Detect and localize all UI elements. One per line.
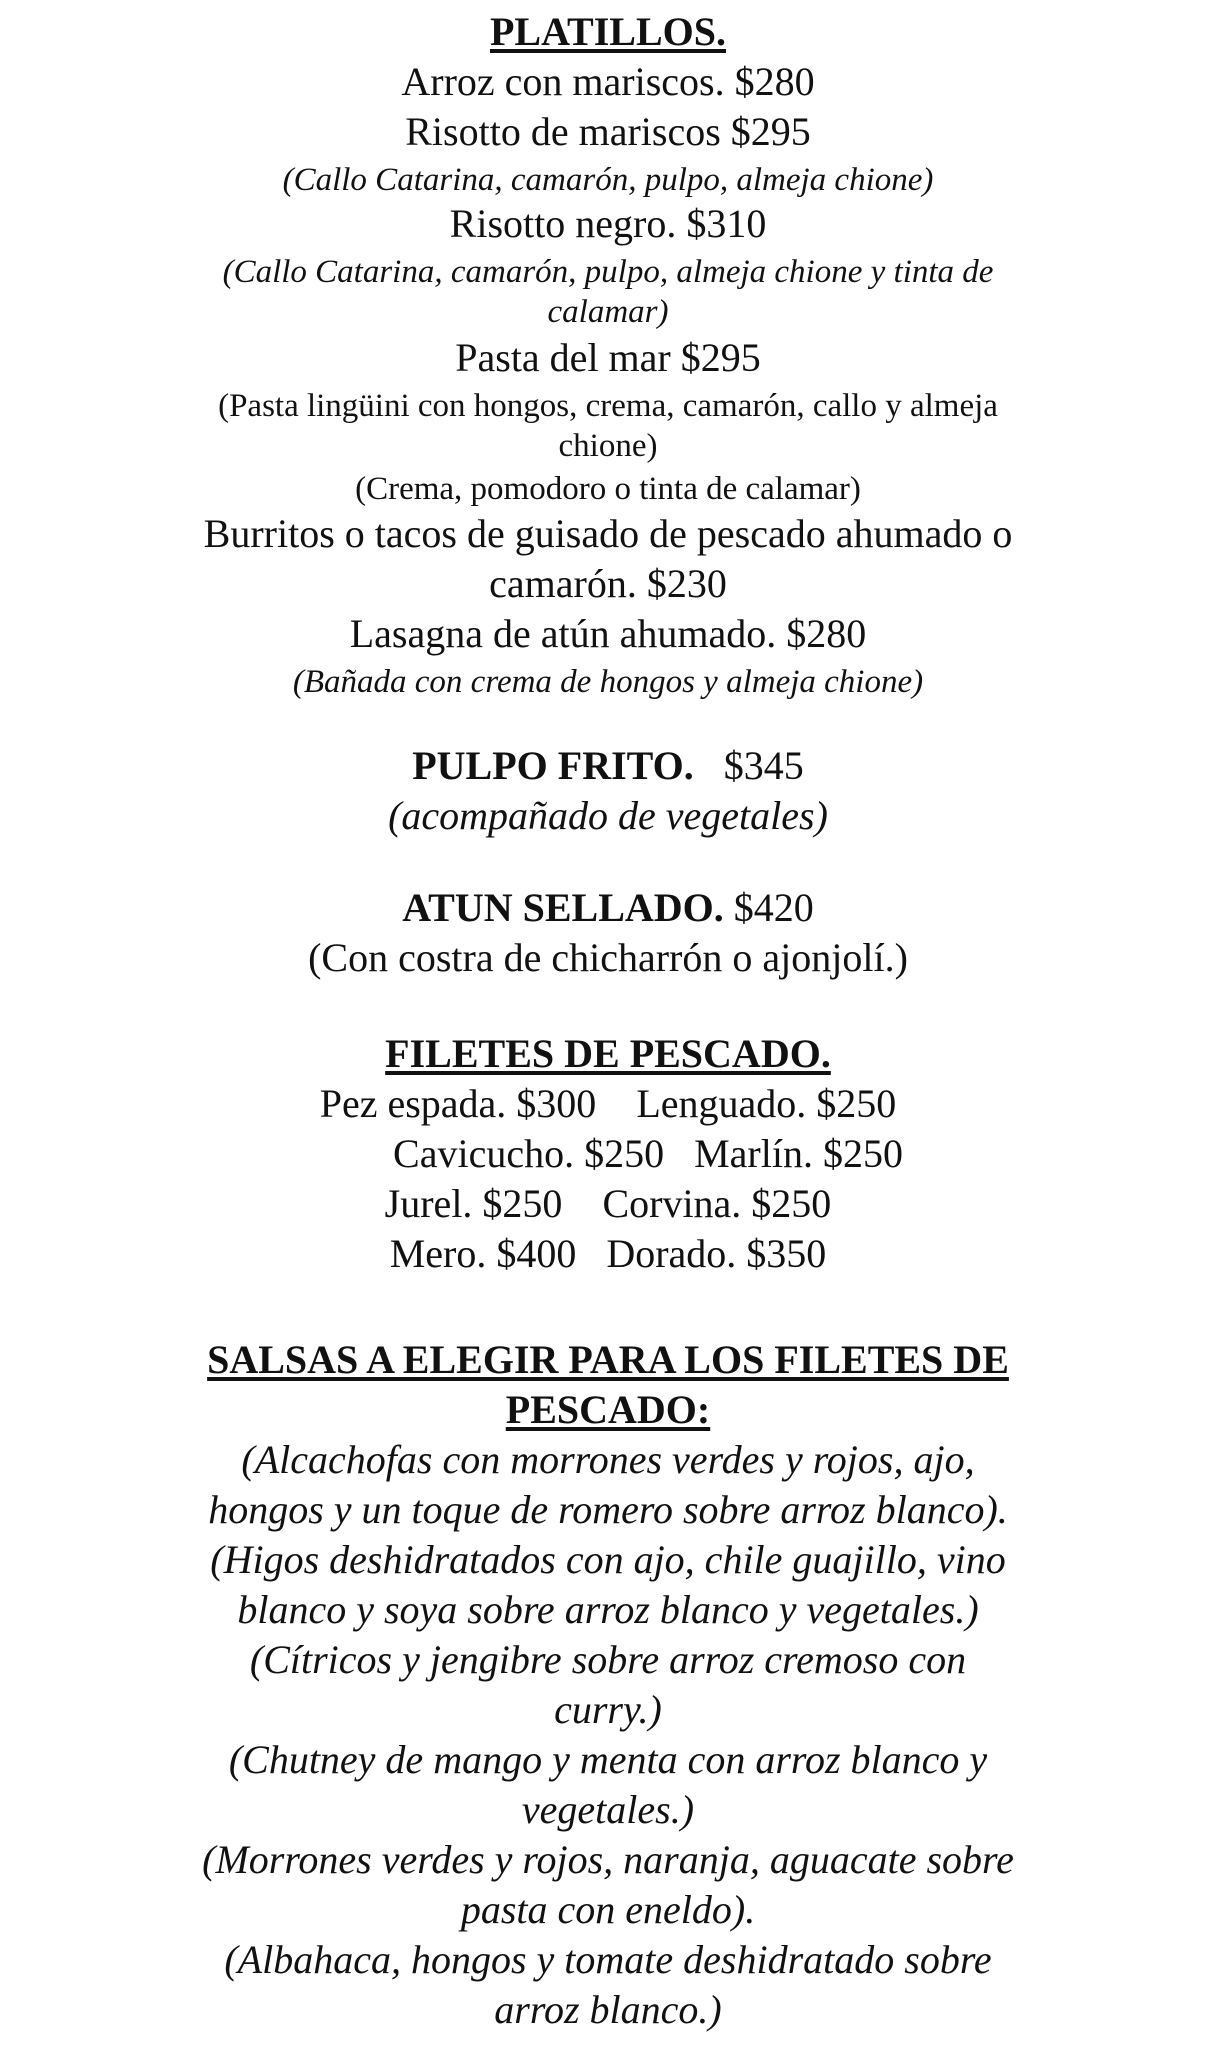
menu-item-note: (Pasta lingüini con hongos, crema, camarón, callo y almeja (218, 388, 998, 424)
sauce-line: hongos y un toque de romero sobre arroz blanco). (208, 1487, 1008, 1532)
sauce-line: (Morrones verdes y rojos, naranja, aguacate sobre (202, 1837, 1014, 1882)
menu-item-note: (Callo Catarina, camarón, pulpo, almeja chione) (282, 162, 934, 198)
menu-item: Risotto negro. $310 (449, 201, 767, 246)
platillos-heading: PLATILLOS. (490, 9, 726, 54)
menu-item-note: (Crema, pomodoro o tinta de calamar) (355, 471, 861, 507)
sauce-line: (Albahaca, hongos y tomate deshidratado sobre (224, 1937, 992, 1982)
atun-sellado-heading: ATUN SELLADO. (402, 885, 724, 930)
fish-price: Lenguado. $250 (636, 1081, 897, 1126)
filetes-row (0, 1230, 1216, 1277)
sauce-line: (Higos deshidratados con ajo, chile guajillo, vino (210, 1537, 1006, 1582)
sauce-line: vegetales.) (521, 1787, 695, 1832)
menu-item: Pasta del mar $295 (455, 335, 761, 380)
sauce-line: pasta con eneldo). (460, 1887, 756, 1932)
fish-price: Corvina. $250 (602, 1181, 832, 1226)
pulpo-frito-note: (acompañado de vegetales) (388, 793, 828, 838)
sauce-line: curry.) (554, 1687, 662, 1732)
menu-item: camarón. $230 (489, 561, 727, 606)
menu-item: Burritos o tacos de guisado de pescado ahumado o (203, 511, 1013, 556)
atun-sellado-note: (Con costra de chicharrón o ajonjolí.) (308, 935, 908, 980)
sauce-line: arroz blanco.) (494, 1987, 722, 2032)
atun-sellado-item (0, 884, 1216, 931)
atun-sellado-price: $420 (733, 885, 814, 930)
fish-price: Cavicucho. $250 (393, 1131, 665, 1176)
fish-price: Jurel. $250 (384, 1181, 563, 1226)
fish-price: Mero. $400 (389, 1231, 577, 1276)
salsas-heading-line2: PESCADO: (505, 1387, 711, 1432)
filetes-heading: FILETES DE PESCADO. (385, 1031, 831, 1076)
fish-price: Marlín. $250 (694, 1131, 903, 1176)
salsas-heading-line1: SALSAS A ELEGIR PARA LOS FILETES DE (207, 1337, 1009, 1382)
fish-price: Dorado. $350 (606, 1231, 827, 1276)
sauce-line: (Cítricos y jengibre sobre arroz cremoso con (249, 1637, 967, 1682)
sauce-line: blanco y soya sobre arroz blanco y vegetales.) (237, 1587, 979, 1632)
menu-item: Lasagna de atún ahumado. $280 (349, 611, 867, 656)
menu-item-note: (Bañada con crema de hongos y almeja chione) (292, 664, 924, 700)
menu-item-note: (Callo Catarina, camarón, pulpo, almeja chione y tinta de (222, 254, 994, 290)
menu-item: Arroz con mariscos. $280 (401, 59, 815, 104)
menu-item-note: calamar) (547, 294, 669, 330)
fish-price: Pez espada. $300 (319, 1081, 597, 1126)
filetes-row (0, 1180, 1216, 1227)
menu-item: Risotto de mariscos $295 (405, 109, 811, 154)
filetes-row (0, 1080, 1216, 1127)
pulpo-frito-heading: PULPO FRITO. (412, 743, 694, 788)
sauce-line: (Alcachofas con morrones verdes y rojos, ajo, (241, 1437, 975, 1482)
sauce-line: (Chutney de mango y menta con arroz blanco y (228, 1737, 988, 1782)
pulpo-frito-item (0, 742, 1216, 789)
pulpo-frito-price: $345 (723, 743, 804, 788)
menu-item-note: chione) (558, 428, 658, 464)
filetes-row (0, 1130, 1216, 1177)
